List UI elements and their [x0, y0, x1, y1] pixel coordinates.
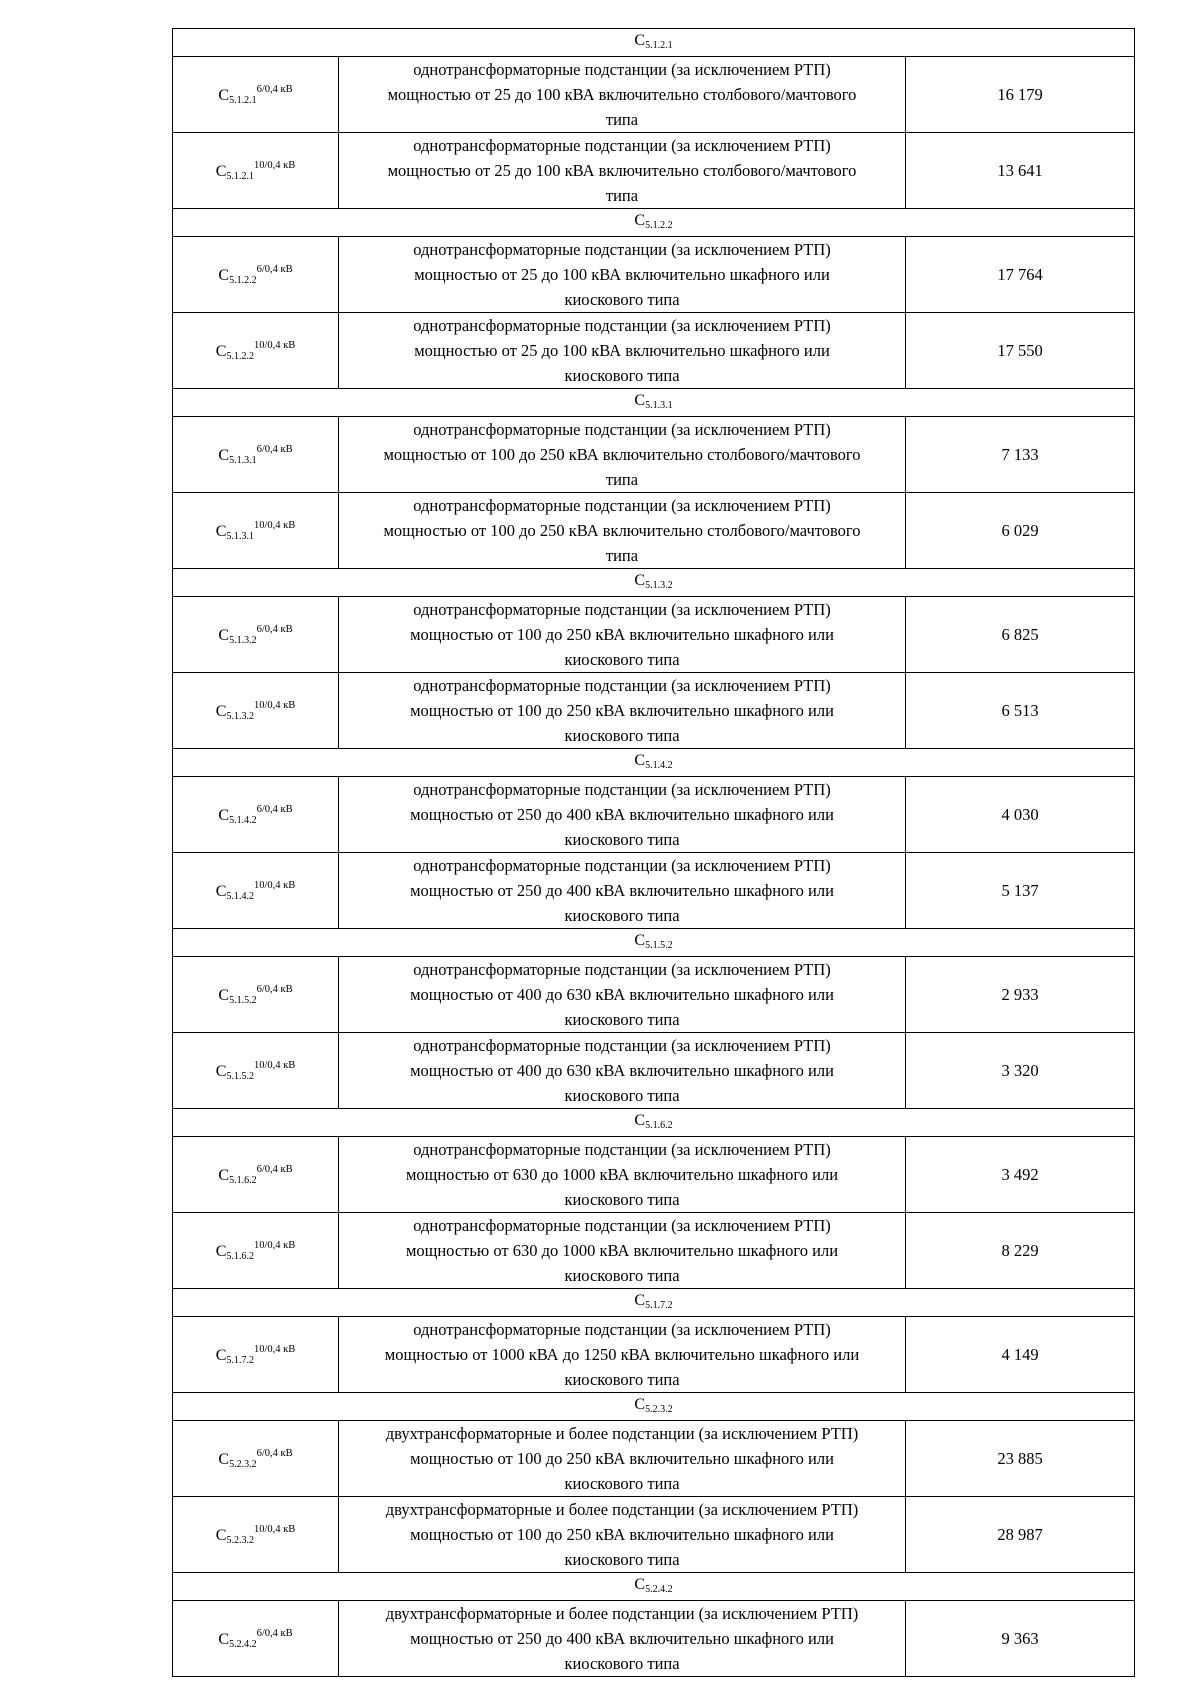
- description-line: киоскового типа: [564, 1266, 680, 1285]
- rate-code-cell: [173, 57, 339, 133]
- description-line: типа: [605, 470, 639, 489]
- description-line: двухтрансформаторные и более подстанции (за исключением РТП): [385, 1500, 859, 1519]
- code-letter: C: [634, 572, 646, 589]
- table-row: [173, 1317, 1135, 1393]
- rate-code: [215, 699, 296, 722]
- code-subscript: 5.1.6.2: [226, 1250, 254, 1262]
- description-cell: [339, 1137, 906, 1213]
- rate-code-cell: [173, 237, 339, 313]
- code-subscript: 5.1.7.2: [645, 1300, 673, 1311]
- code-subscript: 5.1.3.1: [229, 454, 257, 466]
- rate-code: [215, 519, 296, 542]
- description-line: киоскового типа: [564, 1010, 680, 1029]
- description-line: мощностью от 630 до 1000 кВА включительно шкафного или: [405, 1165, 839, 1184]
- code-letter: C: [215, 1242, 227, 1260]
- description-line: однотрансформаторные подстанции (за исключением РТП): [413, 496, 831, 515]
- description-cell: [339, 1601, 906, 1677]
- code-letter: C: [634, 1396, 646, 1413]
- description-line: типа: [605, 110, 639, 129]
- group-header-row: [173, 29, 1135, 57]
- code-subscript: 5.1.3.2: [226, 710, 254, 722]
- table-row: [173, 237, 1135, 313]
- description-line: киоскового типа: [564, 1190, 680, 1209]
- code-letter: C: [634, 1292, 646, 1309]
- code-letter: C: [634, 1112, 646, 1129]
- table-row: [173, 1497, 1135, 1573]
- group-code: [634, 572, 672, 589]
- description-cell: [339, 1317, 906, 1393]
- description-line: мощностью от 25 до 100 кВА включительно шкафного или: [414, 265, 830, 284]
- rate-code: [218, 443, 293, 466]
- description-cell: [339, 597, 906, 673]
- description-cell: [339, 57, 906, 133]
- table-row: [173, 957, 1135, 1033]
- code-subscript: 5.1.3.1: [226, 530, 254, 542]
- description-line: киоскового типа: [564, 726, 680, 745]
- description-line: мощностью от 250 до 400 кВА включительно шкафного или: [410, 805, 834, 824]
- group-header-row: [173, 209, 1135, 237]
- group-header-row: [173, 1289, 1135, 1317]
- table-row: [173, 1421, 1135, 1497]
- group-code-cell: [173, 1573, 1135, 1601]
- voltage-superscript: 10/0,4 кВ: [253, 1059, 296, 1071]
- voltage-superscript: 10/0,4 кВ: [253, 519, 296, 531]
- description-line: мощностью от 25 до 100 кВА включительно столбового/мачтового: [387, 85, 857, 104]
- description-line: мощностью от 630 до 1000 кВА включительно шкафного или: [405, 1241, 839, 1260]
- rate-value-cell: 5 137: [906, 853, 1135, 929]
- group-code-cell: [173, 749, 1135, 777]
- group-code-cell: [173, 569, 1135, 597]
- code-subscript: 5.1.4.2: [226, 890, 254, 902]
- description-cell: [339, 673, 906, 749]
- code-subscript: 5.1.4.2: [645, 760, 673, 771]
- group-code: [634, 32, 672, 49]
- table-row: [173, 853, 1135, 929]
- group-header-row: [173, 1109, 1135, 1137]
- table-row: [173, 777, 1135, 853]
- group-code: [634, 932, 672, 949]
- description-line: мощностью от 100 до 250 кВА включительно шкафного или: [410, 1525, 834, 1544]
- rate-value-cell: 7 133: [906, 417, 1135, 493]
- description-line: киоскового типа: [564, 290, 680, 309]
- rate-value-cell: 17 764: [906, 237, 1135, 313]
- table-row: [173, 133, 1135, 209]
- group-code: [634, 392, 672, 409]
- rate-value-cell: 28 987: [906, 1497, 1135, 1573]
- rate-value-cell: 16 179: [906, 57, 1135, 133]
- description-line: мощностью от 25 до 100 кВА включительно шкафного или: [414, 341, 830, 360]
- rate-value-cell: 2 933: [906, 957, 1135, 1033]
- rates-table-body: [173, 29, 1135, 1677]
- description-line: однотрансформаторные подстанции (за исключением РТП): [413, 1320, 831, 1339]
- code-subscript: 5.1.2.1: [229, 94, 257, 106]
- group-code: [634, 1396, 672, 1413]
- code-subscript: 5.2.4.2: [645, 1584, 673, 1595]
- rate-code: [218, 983, 293, 1006]
- rate-code-cell: [173, 853, 339, 929]
- rate-value-cell: 4 149: [906, 1317, 1135, 1393]
- rate-value-cell: 3 492: [906, 1137, 1135, 1213]
- description-cell: [339, 853, 906, 929]
- code-letter: C: [634, 32, 646, 49]
- voltage-superscript: 6/0,4 кВ: [256, 263, 293, 275]
- rate-code-cell: [173, 597, 339, 673]
- rate-code: [215, 339, 296, 362]
- group-code: [634, 1576, 672, 1593]
- group-header-row: [173, 569, 1135, 597]
- description-line: киоскового типа: [564, 906, 680, 925]
- table-row: [173, 57, 1135, 133]
- rate-value-cell: 17 550: [906, 313, 1135, 389]
- code-letter: C: [215, 882, 227, 900]
- code-subscript: 5.1.5.2: [645, 940, 673, 951]
- table-row: [173, 673, 1135, 749]
- description-line: мощностью от 100 до 250 кВА включительно шкафного или: [410, 625, 834, 644]
- description-line: мощностью от 25 до 100 кВА включительно столбового/мачтового: [387, 161, 857, 180]
- voltage-superscript: 6/0,4 кВ: [256, 83, 293, 95]
- code-letter: C: [634, 932, 646, 949]
- code-letter: C: [634, 392, 646, 409]
- code-letter: C: [218, 1166, 230, 1184]
- code-subscript: 5.1.2.1: [645, 40, 673, 51]
- description-line: типа: [605, 186, 639, 205]
- voltage-superscript: 6/0,4 кВ: [256, 623, 293, 635]
- voltage-superscript: 6/0,4 кВ: [256, 1447, 293, 1459]
- rate-code-cell: [173, 1601, 339, 1677]
- description-line: однотрансформаторные подстанции (за исключением РТП): [413, 676, 831, 695]
- rate-code-cell: [173, 493, 339, 569]
- description-line: киоскового типа: [564, 1550, 680, 1569]
- description-line: киоскового типа: [564, 1086, 680, 1105]
- voltage-superscript: 10/0,4 кВ: [253, 699, 296, 711]
- rate-code: [215, 1523, 296, 1546]
- description-line: однотрансформаторные подстанции (за исключением РТП): [413, 960, 831, 979]
- code-subscript: 5.1.3.2: [229, 634, 257, 646]
- voltage-superscript: 6/0,4 кВ: [256, 1627, 293, 1639]
- voltage-superscript: 6/0,4 кВ: [256, 983, 293, 995]
- group-code-cell: [173, 389, 1135, 417]
- rate-code-cell: [173, 1317, 339, 1393]
- rate-code-cell: [173, 1033, 339, 1109]
- code-subscript: 5.1.2.2: [229, 274, 257, 286]
- rate-code-cell: [173, 957, 339, 1033]
- description-line: однотрансформаторные подстанции (за исключением РТП): [413, 316, 831, 335]
- voltage-superscript: 10/0,4 кВ: [253, 339, 296, 351]
- description-line: однотрансформаторные подстанции (за исключением РТП): [413, 600, 831, 619]
- group-header-row: [173, 389, 1135, 417]
- code-letter: C: [218, 986, 230, 1004]
- description-cell: [339, 237, 906, 313]
- code-subscript: 5.2.4.2: [229, 1638, 257, 1650]
- rate-code-cell: [173, 1421, 339, 1497]
- rate-code-cell: [173, 673, 339, 749]
- rate-code: [218, 623, 293, 646]
- code-subscript: 5.1.2.1: [226, 170, 254, 182]
- rate-value-cell: 9 363: [906, 1601, 1135, 1677]
- code-subscript: 5.1.6.2: [229, 1174, 257, 1186]
- rate-value-cell: 6 825: [906, 597, 1135, 673]
- description-cell: [339, 133, 906, 209]
- code-letter: C: [634, 212, 646, 229]
- description-cell: [339, 417, 906, 493]
- rate-value-cell: 6 513: [906, 673, 1135, 749]
- code-letter: C: [218, 626, 230, 644]
- code-letter: C: [218, 1450, 230, 1468]
- rate-code-cell: [173, 133, 339, 209]
- rate-code-cell: [173, 313, 339, 389]
- description-line: однотрансформаторные подстанции (за исключением РТП): [413, 420, 831, 439]
- rate-code: [215, 159, 296, 182]
- description-cell: [339, 493, 906, 569]
- code-subscript: 5.1.2.2: [645, 220, 673, 231]
- description-line: мощностью от 400 до 630 кВА включительно шкафного или: [410, 1061, 834, 1080]
- rate-code: [215, 1239, 296, 1262]
- code-letter: C: [215, 1526, 227, 1544]
- description-line: киоскового типа: [564, 830, 680, 849]
- group-code: [634, 1292, 672, 1309]
- table-row: [173, 1601, 1135, 1677]
- description-line: однотрансформаторные подстанции (за исключением РТП): [413, 1140, 831, 1159]
- voltage-superscript: 10/0,4 кВ: [253, 879, 296, 891]
- voltage-superscript: 10/0,4 кВ: [253, 1523, 296, 1535]
- code-letter: C: [634, 752, 646, 769]
- description-line: киоскового типа: [564, 1474, 680, 1493]
- rate-code-cell: [173, 1137, 339, 1213]
- description-line: мощностью от 100 до 250 кВА включительно столбового/мачтового: [383, 445, 861, 464]
- code-letter: C: [215, 1062, 227, 1080]
- description-line: однотрансформаторные подстанции (за исключением РТП): [413, 60, 831, 79]
- rate-code: [215, 1343, 296, 1366]
- rate-code-cell: [173, 417, 339, 493]
- rate-value-cell: 6 029: [906, 493, 1135, 569]
- description-cell: [339, 1497, 906, 1573]
- rate-value-cell: 4 030: [906, 777, 1135, 853]
- rate-value-cell: 13 641: [906, 133, 1135, 209]
- description-line: двухтрансформаторные и более подстанции (за исключением РТП): [385, 1424, 859, 1443]
- rate-code: [218, 1627, 293, 1650]
- group-code-cell: [173, 29, 1135, 57]
- table-row: [173, 417, 1135, 493]
- description-line: мощностью от 250 до 400 кВА включительно шкафного или: [410, 1629, 834, 1648]
- description-line: мощностью от 1000 кВА до 1250 кВА включительно шкафного или: [384, 1345, 860, 1364]
- voltage-superscript: 6/0,4 кВ: [256, 803, 293, 815]
- description-line: однотрансформаторные подстанции (за исключением РТП): [413, 780, 831, 799]
- description-line: двухтрансформаторные и более подстанции (за исключением РТП): [385, 1604, 859, 1623]
- group-code-cell: [173, 1289, 1135, 1317]
- table-row: [173, 597, 1135, 673]
- table-row: [173, 493, 1135, 569]
- code-letter: C: [634, 1576, 646, 1593]
- group-header-row: [173, 929, 1135, 957]
- description-line: мощностью от 400 до 630 кВА включительно шкафного или: [410, 985, 834, 1004]
- code-subscript: 5.1.7.2: [226, 1354, 254, 1366]
- code-letter: C: [218, 266, 230, 284]
- rate-code: [215, 1059, 296, 1082]
- group-code: [634, 752, 672, 769]
- code-subscript: 5.1.4.2: [229, 814, 257, 826]
- rate-code: [218, 263, 293, 286]
- description-line: мощностью от 250 до 400 кВА включительно шкафного или: [410, 881, 834, 900]
- description-cell: [339, 1421, 906, 1497]
- group-header-row: [173, 1393, 1135, 1421]
- rate-code: [218, 83, 293, 106]
- description-line: киоскового типа: [564, 1370, 680, 1389]
- code-letter: C: [215, 522, 227, 540]
- code-letter: C: [218, 1630, 230, 1648]
- description-cell: [339, 957, 906, 1033]
- rate-code: [218, 1447, 293, 1470]
- code-letter: C: [215, 702, 227, 720]
- rate-code-cell: [173, 1213, 339, 1289]
- code-letter: C: [215, 1346, 227, 1364]
- description-cell: [339, 313, 906, 389]
- description-line: однотрансформаторные подстанции (за исключением РТП): [413, 856, 831, 875]
- code-letter: C: [218, 86, 230, 104]
- code-letter: C: [215, 342, 227, 360]
- description-line: мощностью от 100 до 250 кВА включительно шкафного или: [410, 1449, 834, 1468]
- voltage-superscript: 10/0,4 кВ: [253, 1239, 296, 1251]
- code-subscript: 5.2.3.2: [226, 1534, 254, 1546]
- rate-code: [218, 1163, 293, 1186]
- code-subscript: 5.2.3.2: [645, 1404, 673, 1415]
- rate-code-cell: [173, 1497, 339, 1573]
- rate-code: [215, 879, 296, 902]
- voltage-superscript: 10/0,4 кВ: [253, 1343, 296, 1355]
- voltage-superscript: 6/0,4 кВ: [256, 443, 293, 455]
- code-subscript: 5.1.5.2: [226, 1070, 254, 1082]
- code-subscript: 5.2.3.2: [229, 1458, 257, 1470]
- group-code: [634, 1112, 672, 1129]
- table-row: [173, 313, 1135, 389]
- description-cell: [339, 1213, 906, 1289]
- table-row: [173, 1213, 1135, 1289]
- code-subscript: 5.1.5.2: [229, 994, 257, 1006]
- rates-table: [172, 28, 1135, 1677]
- rate-code: [218, 803, 293, 826]
- group-code-cell: [173, 209, 1135, 237]
- description-cell: [339, 777, 906, 853]
- code-subscript: 5.1.3.2: [645, 580, 673, 591]
- description-line: киоскового типа: [564, 650, 680, 669]
- description-line: киоскового типа: [564, 366, 680, 385]
- description-cell: [339, 1033, 906, 1109]
- rate-value-cell: 8 229: [906, 1213, 1135, 1289]
- rate-value-cell: 23 885: [906, 1421, 1135, 1497]
- description-line: однотрансформаторные подстанции (за исключением РТП): [413, 1036, 831, 1055]
- code-letter: C: [218, 806, 230, 824]
- description-line: однотрансформаторные подстанции (за исключением РТП): [413, 1216, 831, 1235]
- code-subscript: 5.1.3.1: [645, 400, 673, 411]
- code-subscript: 5.1.2.2: [226, 350, 254, 362]
- voltage-superscript: 6/0,4 кВ: [256, 1163, 293, 1175]
- table-row: [173, 1033, 1135, 1109]
- description-line: однотрансформаторные подстанции (за исключением РТП): [413, 240, 831, 259]
- voltage-superscript: 10/0,4 кВ: [253, 159, 296, 171]
- description-line: мощностью от 100 до 250 кВА включительно столбового/мачтового: [383, 521, 861, 540]
- group-code: [634, 212, 672, 229]
- group-header-row: [173, 749, 1135, 777]
- group-code-cell: [173, 1393, 1135, 1421]
- group-code-cell: [173, 1109, 1135, 1137]
- rate-value-cell: 3 320: [906, 1033, 1135, 1109]
- description-line: однотрансформаторные подстанции (за исключением РТП): [413, 136, 831, 155]
- rate-code-cell: [173, 777, 339, 853]
- code-letter: C: [218, 446, 230, 464]
- table-row: [173, 1137, 1135, 1213]
- code-letter: C: [215, 162, 227, 180]
- description-line: мощностью от 100 до 250 кВА включительно шкафного или: [410, 701, 834, 720]
- description-line: киоскового типа: [564, 1654, 680, 1673]
- code-subscript: 5.1.6.2: [645, 1120, 673, 1131]
- group-code-cell: [173, 929, 1135, 957]
- group-header-row: [173, 1573, 1135, 1601]
- description-line: типа: [605, 546, 639, 565]
